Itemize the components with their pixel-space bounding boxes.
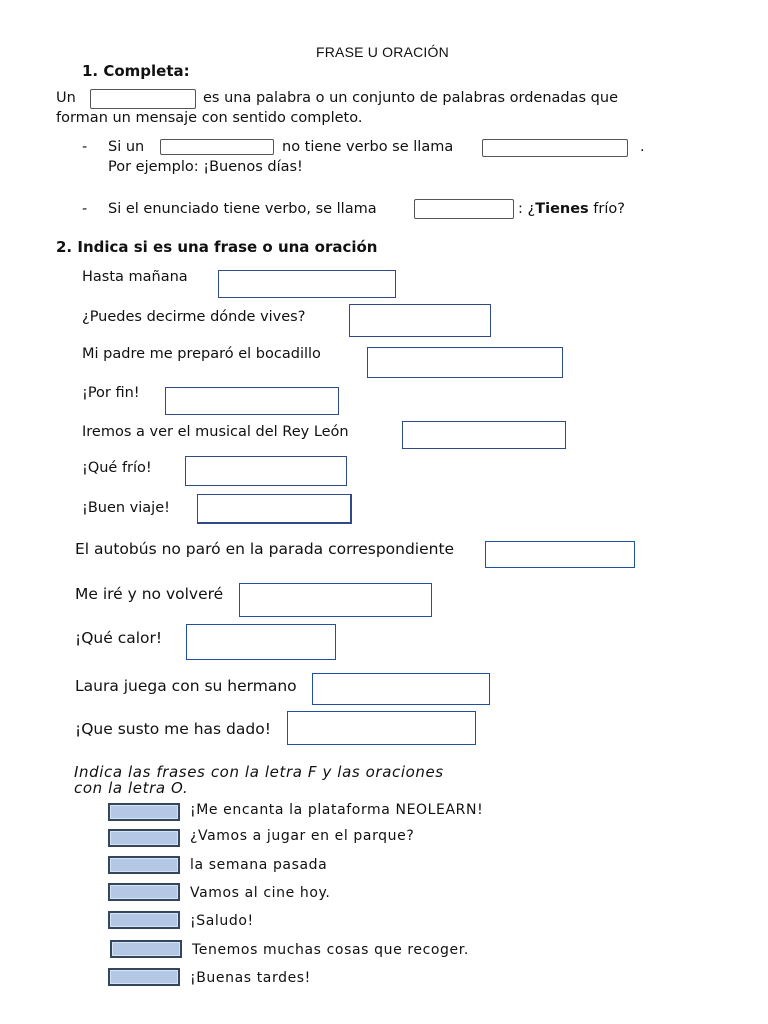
item-label: ¡Por fin! bbox=[82, 385, 140, 401]
bullet1-blank-2[interactable] bbox=[482, 139, 628, 157]
list-item-label: Vamos al cine hoy. bbox=[190, 885, 331, 901]
answer-box[interactable] bbox=[239, 583, 432, 617]
list-item-label: ¿Vamos a jugar en el parque? bbox=[190, 828, 415, 844]
list-item-label: ¡Buenas tardes! bbox=[190, 970, 311, 986]
list-item-label: ¡Saludo! bbox=[190, 913, 254, 929]
bullet-dash-2: - bbox=[82, 201, 88, 217]
answer-checkbox[interactable] bbox=[110, 940, 182, 958]
bullet2-before: Si el enunciado tiene verbo, se llama bbox=[108, 201, 377, 217]
item-label: Iremos a ver el musical del Rey León bbox=[82, 424, 349, 440]
section-1-heading: 1. Completa: bbox=[82, 62, 190, 80]
item-label: Me iré y no volveré bbox=[75, 585, 224, 603]
definition-before: Un bbox=[56, 90, 76, 106]
item-label: Hasta mañana bbox=[82, 269, 188, 285]
bullet-dash-1: - bbox=[82, 139, 88, 155]
answer-checkbox[interactable] bbox=[108, 911, 180, 929]
bullet1-middle: no tiene verbo se llama bbox=[282, 139, 454, 155]
answer-box[interactable] bbox=[165, 387, 339, 415]
item-label: ¡Qué frío! bbox=[82, 460, 152, 476]
section-3-instruction-line1: Indica las frases con la letra F y las oraciones bbox=[74, 763, 444, 781]
section-2-heading: 2. Indica si es una frase o una oración bbox=[56, 238, 378, 256]
answer-box[interactable] bbox=[186, 624, 336, 660]
answer-box[interactable] bbox=[402, 421, 566, 449]
answer-checkbox[interactable] bbox=[108, 968, 180, 986]
bullet2-after-bold: Tienes bbox=[535, 201, 589, 217]
answer-box[interactable] bbox=[485, 541, 635, 568]
item-label: ¡Que susto me has dado! bbox=[75, 720, 271, 738]
answer-box[interactable] bbox=[367, 347, 563, 378]
answer-box[interactable] bbox=[197, 494, 352, 524]
bullet2-after bbox=[518, 201, 625, 217]
definition-after: es una palabra o un conjunto de palabras ordenadas que bbox=[203, 90, 618, 106]
item-label: ¡Qué calor! bbox=[75, 629, 163, 647]
list-item-label: ¡Me encanta la plataforma NEOLEARN! bbox=[190, 802, 484, 818]
page-title: FRASE U ORACIÓN bbox=[316, 44, 449, 60]
bullet1-blank-1[interactable] bbox=[160, 139, 274, 155]
item-label: Laura juega con su hermano bbox=[75, 677, 297, 695]
item-label: Mi padre me preparó el bocadillo bbox=[82, 346, 321, 362]
answer-checkbox[interactable] bbox=[108, 829, 180, 847]
answer-box[interactable] bbox=[287, 711, 476, 745]
definition-blank[interactable] bbox=[90, 89, 196, 109]
answer-checkbox[interactable] bbox=[108, 883, 180, 901]
answer-box[interactable] bbox=[218, 270, 396, 298]
bullet2-after-prefix: : ¿ bbox=[518, 201, 536, 217]
item-label: ¿Puedes decirme dónde vives? bbox=[82, 309, 306, 325]
bullet1-example: Por ejemplo: ¡Buenos días! bbox=[108, 159, 303, 175]
definition-line2: forman un mensaje con sentido completo. bbox=[56, 110, 363, 126]
bullet2-after-suffix: frío? bbox=[588, 201, 625, 217]
bullet2-blank[interactable] bbox=[414, 199, 514, 219]
item-label: El autobús no paró en la parada correspondiente bbox=[75, 540, 455, 558]
list-item-label: la semana pasada bbox=[190, 857, 328, 873]
item-label: ¡Buen viaje! bbox=[82, 500, 170, 516]
bullet1-end: . bbox=[640, 139, 645, 155]
list-item-label: Tenemos muchas cosas que recoger. bbox=[192, 942, 469, 958]
section-3-instruction-line2: con la letra O. bbox=[74, 779, 189, 797]
answer-box[interactable] bbox=[349, 304, 491, 337]
bullet1-before: Si un bbox=[108, 139, 145, 155]
answer-box[interactable] bbox=[312, 673, 490, 705]
answer-checkbox[interactable] bbox=[108, 803, 180, 821]
answer-box[interactable] bbox=[185, 456, 347, 486]
answer-checkbox[interactable] bbox=[108, 856, 180, 874]
